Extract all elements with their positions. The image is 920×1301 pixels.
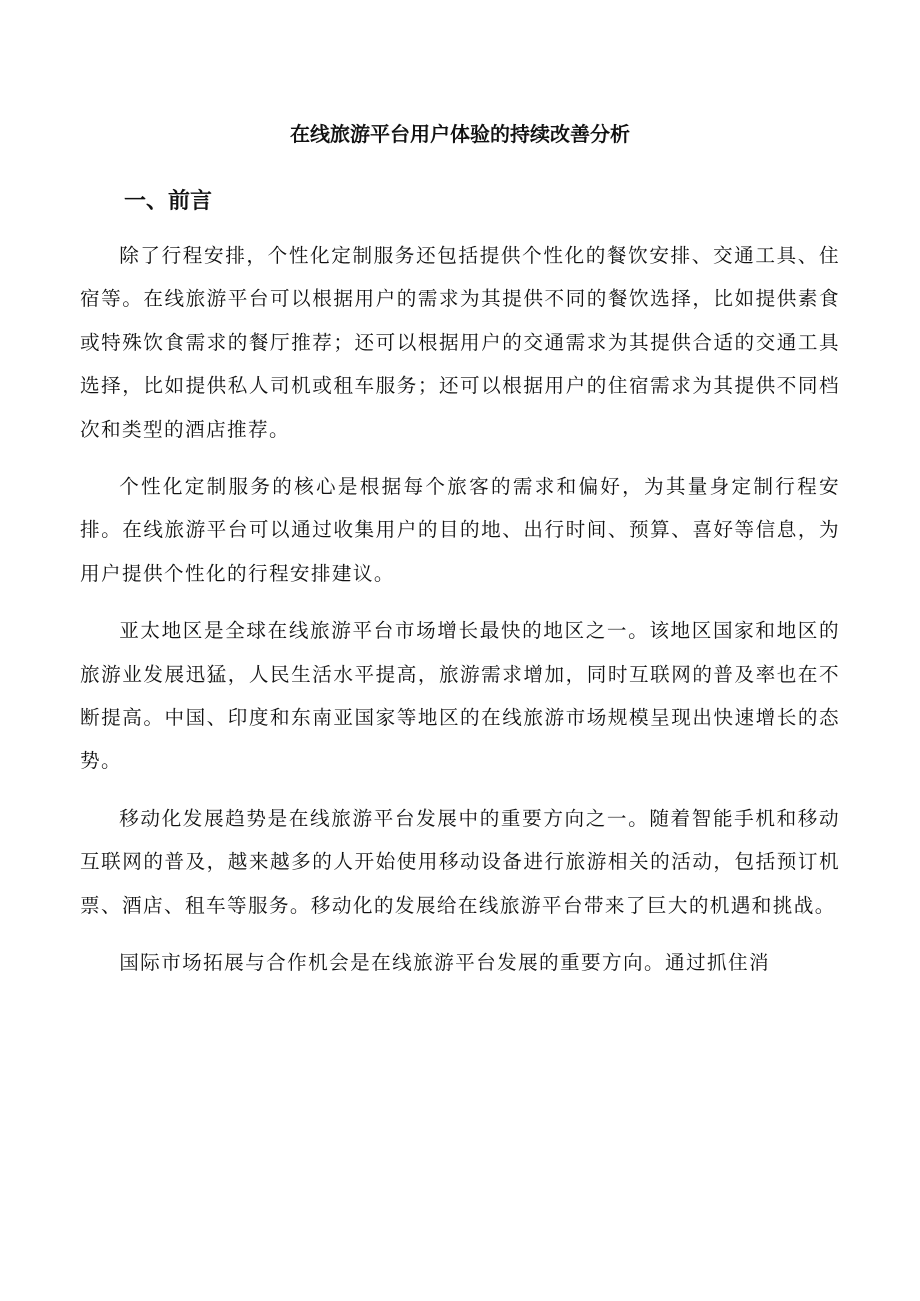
- paragraph: 除了行程安排，个性化定制服务还包括提供个性化的餐饮安排、交通工具、住宿等。在线旅游平台可以根据用户的需求为其提供不同的餐饮选择，比如提供素食或特殊饮食需求的餐厅推荐；还可以根据用户的交通需求为其提供合适的交通工具选择，比如提供私人司机或租车服务；还可以根据用户的住宿需求为其提供不同档次和类型的酒店推荐。: [80, 244, 840, 441]
- paragraph: 移动化发展趋势是在线旅游平台发展中的重要方向之一。随着智能手机和移动互联网的普及，越来越多的人开始使用移动设备进行旅游相关的活动，包括预订机票、酒店、租车等服务。移动化的发展给在线旅游平台带来了巨大的机遇和挑战。: [80, 806, 840, 917]
- paragraph: 亚太地区是全球在线旅游平台市场增长最快的地区之一。该地区国家和地区的旅游业发展迅猛，人民生活水平提高，旅游需求增加，同时互联网的普及率也在不断提高。中国、印度和东南亚国家等地区的在线旅游市场规模呈现出快速增长的态势。: [80, 619, 840, 773]
- paragraph: 个性化定制服务的核心是根据每个旅客的需求和偏好，为其量身定制行程安排。在线旅游平台可以通过收集用户的目的地、出行时间、预算、喜好等信息，为用户提供个性化的行程安排建议。: [80, 475, 840, 585]
- document-body: [80, 234, 840, 999]
- paragraph: 国际市场拓展与合作机会是在线旅游平台发展的重要方向。通过抓住消: [119, 951, 770, 975]
- document-title: 在线旅游平台用户体验的持续改善分析: [290, 122, 630, 146]
- section-heading: 一、前言: [124, 189, 213, 214]
